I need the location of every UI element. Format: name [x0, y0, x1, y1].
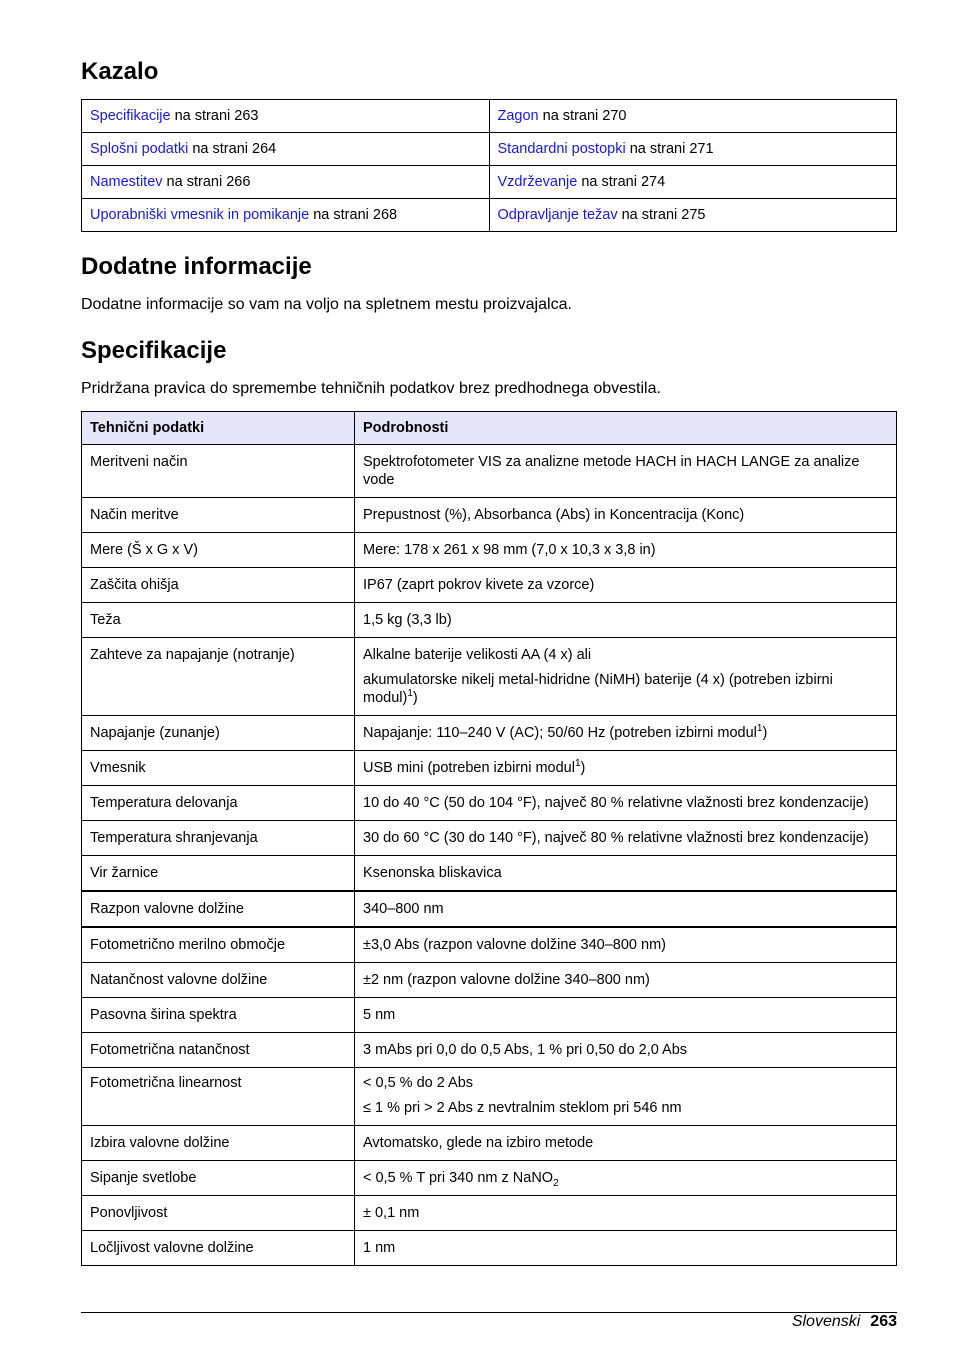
spec-value: ± 0,1 nm [355, 1196, 897, 1231]
table-row [82, 891, 897, 927]
spec-key: Ponovljivost [82, 1196, 355, 1231]
spec-value-line: ≤ 1 % pri > 2 Abs z nevtralnim steklom pri 546 nm [363, 1100, 682, 1116]
toc-link-standardni-postopki[interactable]: Standardni postopki [497, 141, 626, 157]
table-row [82, 1231, 897, 1266]
spec-key: Mere (Š x G x V) [82, 533, 355, 568]
toc-cell [489, 133, 897, 166]
toc-suffix: na strani 271 [625, 141, 714, 157]
table-row [82, 927, 897, 963]
paragraph-dodatne: Dodatne informacije so vam na voljo na spletnem mestu proizvajalca. [81, 296, 572, 313]
spec-value: 30 do 60 °C (30 do 140 °F), največ 80 % relativne vlažnosti brez kondenzacije) [355, 821, 897, 856]
spec-key: Natančnost valovne dolžine [82, 963, 355, 998]
spec-key: Izbira valovne dolžine [82, 1126, 355, 1161]
spec-key: Ločljivost valovne dolžine [82, 1231, 355, 1266]
toc-suffix: na strani 268 [309, 207, 398, 223]
spec-value [355, 638, 897, 716]
toc-cell [82, 100, 490, 133]
spec-value-line: Alkalne baterije velikosti AA (4 x) ali [363, 647, 592, 663]
table-row [82, 998, 897, 1033]
spec-key: Fotometrično merilno območje [82, 927, 355, 963]
table-row [82, 1161, 897, 1196]
spec-key: Temperatura delovanja [82, 786, 355, 821]
spec-key: Zaščita ohišja [82, 568, 355, 603]
spec-key: Temperatura shranjevanja [82, 821, 355, 856]
footnote-marker: 1 [574, 758, 581, 770]
heading-dodatne-informacije: Dodatne informacije [81, 253, 312, 280]
table-row [82, 533, 897, 568]
spec-key: Način meritve [82, 498, 355, 533]
toc-suffix: na strani 266 [162, 174, 251, 190]
toc-row [82, 166, 897, 199]
toc-suffix: na strani 270 [538, 108, 627, 124]
table-row [82, 568, 897, 603]
footer-language: Slovenski [791, 1313, 861, 1330]
toc-table [81, 99, 897, 232]
spec-value-text: ) [762, 725, 768, 741]
spec-key: Vir žarnice [82, 856, 355, 892]
spec-value-line: < 0,5 % do 2 Abs [363, 1075, 474, 1091]
table-row [82, 498, 897, 533]
spec-header-row [82, 412, 897, 445]
spec-value: 10 do 40 °C (50 do 104 °F), največ 80 % relativne vlažnosti brez kondenzacije) [355, 786, 897, 821]
toc-link-vzdrzevanje[interactable]: Vzdrževanje [497, 174, 578, 190]
toc-cell [489, 166, 897, 199]
spec-value: Avtomatsko, glede na izbiro metode [355, 1126, 897, 1161]
toc-suffix: na strani 264 [188, 141, 277, 157]
spec-key: Razpon valovne dolžine [82, 891, 355, 927]
table-row [82, 445, 897, 498]
spec-key: Napajanje (zunanje) [82, 716, 355, 751]
table-row [82, 1126, 897, 1161]
spec-value [355, 751, 897, 786]
spec-value [355, 1068, 897, 1126]
column-header-tehnicni: Tehnični podatki [82, 412, 355, 445]
spec-value-text: Napajanje: 110–240 V (AC); 50/60 Hz (potreben izbirni modul [363, 725, 757, 741]
spec-value: IP67 (zaprt pokrov kivete za vzorce) [355, 568, 897, 603]
toc-cell [489, 199, 897, 232]
paragraph-spec: Pridržana pravica do spremembe tehničnih podatkov brez predhodnega obvestila. [81, 380, 661, 397]
footnote-marker: 1 [756, 723, 763, 735]
table-row [82, 1196, 897, 1231]
toc-link-uporabniski-vmesnik[interactable]: Uporabniški vmesnik in pomikanje [90, 207, 310, 223]
page-number: 263 [870, 1313, 897, 1330]
table-row [82, 1068, 897, 1126]
toc-row [82, 133, 897, 166]
table-row [82, 716, 897, 751]
toc-cell [82, 133, 490, 166]
column-header-podrobnosti: Podrobnosti [355, 412, 897, 445]
spec-key: Vmesnik [82, 751, 355, 786]
table-row [82, 821, 897, 856]
spec-value [355, 716, 897, 751]
spec-value [355, 1161, 897, 1196]
toc-link-specifikacije[interactable]: Specifikacije [90, 108, 171, 124]
spec-value-text: ) [412, 690, 418, 706]
table-row [82, 638, 897, 716]
spec-value: ±3,0 Abs (razpon valovne dolžine 340–800 nm) [355, 927, 897, 963]
spec-key: Meritveni način [82, 445, 355, 498]
toc-link-namestitev[interactable]: Namestitev [90, 174, 163, 190]
spec-value: ±2 nm (razpon valovne dolžine 340–800 nm) [355, 963, 897, 998]
footnote-marker: 1 [407, 688, 413, 700]
heading-specifikacije: Specifikacije [81, 337, 227, 364]
spec-value-text: USB mini (potreben izbirni modul [363, 760, 575, 776]
spec-value: 340–800 nm [355, 891, 897, 927]
table-row [82, 751, 897, 786]
spec-key: Fotometrična natančnost [82, 1033, 355, 1068]
toc-suffix: na strani 274 [577, 174, 666, 190]
toc-row [82, 199, 897, 232]
table-row [82, 963, 897, 998]
spec-value-text: < 0,5 % T pri 340 nm z NaNO [363, 1170, 554, 1186]
subscript: 2 [553, 1177, 559, 1189]
spec-value-line [363, 671, 888, 707]
spec-value-text: ) [580, 760, 586, 776]
spec-value: 3 mAbs pri 0,0 do 0,5 Abs, 1 % pri 0,50 do 2,0 Abs [355, 1033, 897, 1068]
spec-value-text: akumulatorske nikelj metal-hidridne (NiMH) baterije (4 x) (potreben izbirni modul) [363, 672, 833, 706]
spec-key: Zahteve za napajanje (notranje) [82, 638, 355, 716]
table-row [82, 1033, 897, 1068]
toc-link-zagon[interactable]: Zagon [497, 108, 539, 124]
toc-cell [489, 100, 897, 133]
spec-key: Pasovna širina spektra [82, 998, 355, 1033]
toc-cell [82, 199, 490, 232]
footer-divider [81, 1312, 897, 1313]
heading-kazalo: Kazalo [81, 58, 159, 85]
spec-value: 5 nm [355, 998, 897, 1033]
spec-value: Prepustnost (%), Absorbanca (Abs) in Koncentracija (Konc) [355, 498, 897, 533]
spec-key: Sipanje svetlobe [82, 1161, 355, 1196]
table-row [82, 786, 897, 821]
spec-value: Mere: 178 x 261 x 98 mm (7,0 x 10,3 x 3,8 in) [355, 533, 897, 568]
spec-key: Teža [82, 603, 355, 638]
spec-value: Spektrofotometer VIS za analizne metode HACH in HACH LANGE za analize vode [355, 445, 897, 498]
table-row [82, 856, 897, 892]
spec-key: Fotometrična linearnost [82, 1068, 355, 1126]
page-footer [792, 1312, 897, 1332]
toc-suffix: na strani 263 [170, 108, 259, 124]
spec-value: 1 nm [355, 1231, 897, 1266]
toc-suffix: na strani 275 [617, 207, 706, 223]
spec-value: Ksenonska bliskavica [355, 856, 897, 892]
toc-link-splosni-podatki[interactable]: Splošni podatki [90, 141, 189, 157]
spec-table [81, 411, 897, 1266]
table-row [82, 603, 897, 638]
spec-value: 1,5 kg (3,3 lb) [355, 603, 897, 638]
toc-link-odpravljanje-tezav[interactable]: Odpravljanje težav [497, 207, 618, 223]
toc-row [82, 100, 897, 133]
toc-cell [82, 166, 490, 199]
